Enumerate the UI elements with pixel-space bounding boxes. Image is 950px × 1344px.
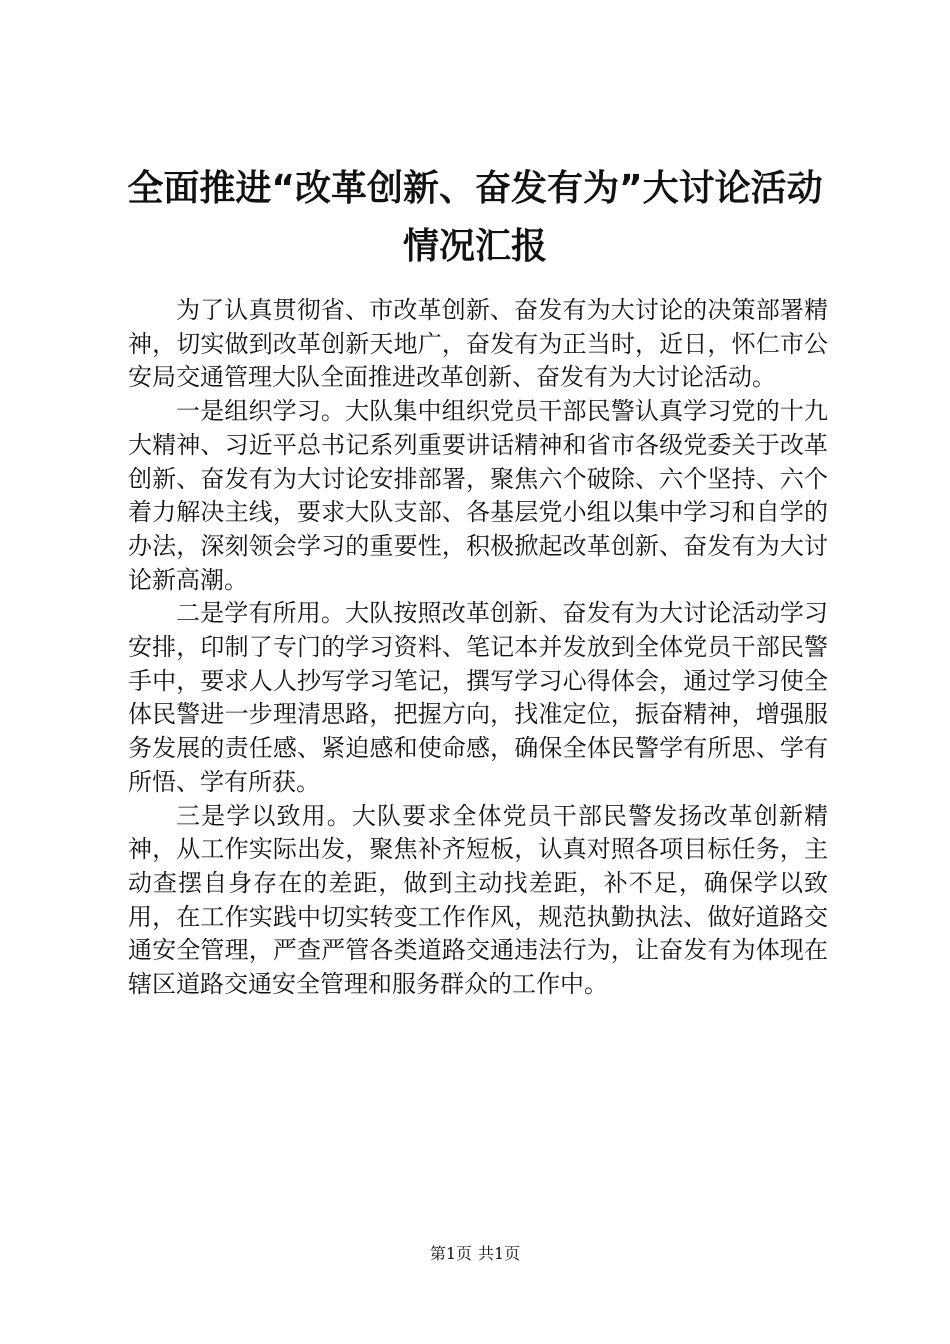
paragraph-apply-study: 三是学以致用。大队要求全体党员干部民警发扬改革创新精神，从工作实际出发，聚焦补齐短板，认真对照各项目标任务，主动查摆自身存在的差距，做到主动找差距，补不足，确保学以致用，在工作实践中切实转变工作作风，规范执勤执法、做好道路交通安全管理，严查严管各类道路交通违法行为，让奋发有为体现在辖区道路交通安全管理和服务群众的工作中。: [128, 801, 828, 999]
document-body: [128, 294, 828, 1002]
page-number: 第1页: [429, 1244, 472, 1263]
title-line-2: 情况汇报: [402, 226, 547, 267]
page-footer: [0, 1243, 950, 1265]
page-total: 共1页: [478, 1244, 521, 1263]
document-title: [100, 160, 850, 276]
title-line-1: 全面推进“改革创新、奋发有为”大讨论活动: [127, 168, 823, 209]
paragraph-organize-study: 一是组织学习。大队集中组织党员干部民警认真学习党的十九大精神、习近平总书记系列重要讲话精神和省市各级党委关于改革创新、奋发有为大讨论安排部署，聚焦六个破除、六个坚持、六个着力解决主线，要求大队支部、各基层党小组以集中学习和自学的办法，深刻领会学习的重要性，积极掀起改革创新、奋发有为大讨论新高潮。: [128, 397, 828, 594]
paragraph-study-use: 二是学有所用。大队按照改革创新、奋发有为大讨论活动学习安排，印制了专门的学习资料、笔记本并发放到全体党员干部民警手中，要求人人抄写学习笔记，撰写学习心得体会，通过学习使全体民警进一步理清思路，把握方向，找准定位，振奋精神，增强服务发展的责任感、紧迫感和使命感，确保全体民警学有所思、学有所悟、学有所获。: [128, 599, 828, 796]
paragraph-intro: 为了认真贯彻省、市改革创新、奋发有为大讨论的决策部署精神，切实做到改革创新天地广，奋发有为正当时，近日，怀仁市公安局交通管理大队全面推进改革创新、奋发有为大讨论活动。: [128, 296, 828, 392]
